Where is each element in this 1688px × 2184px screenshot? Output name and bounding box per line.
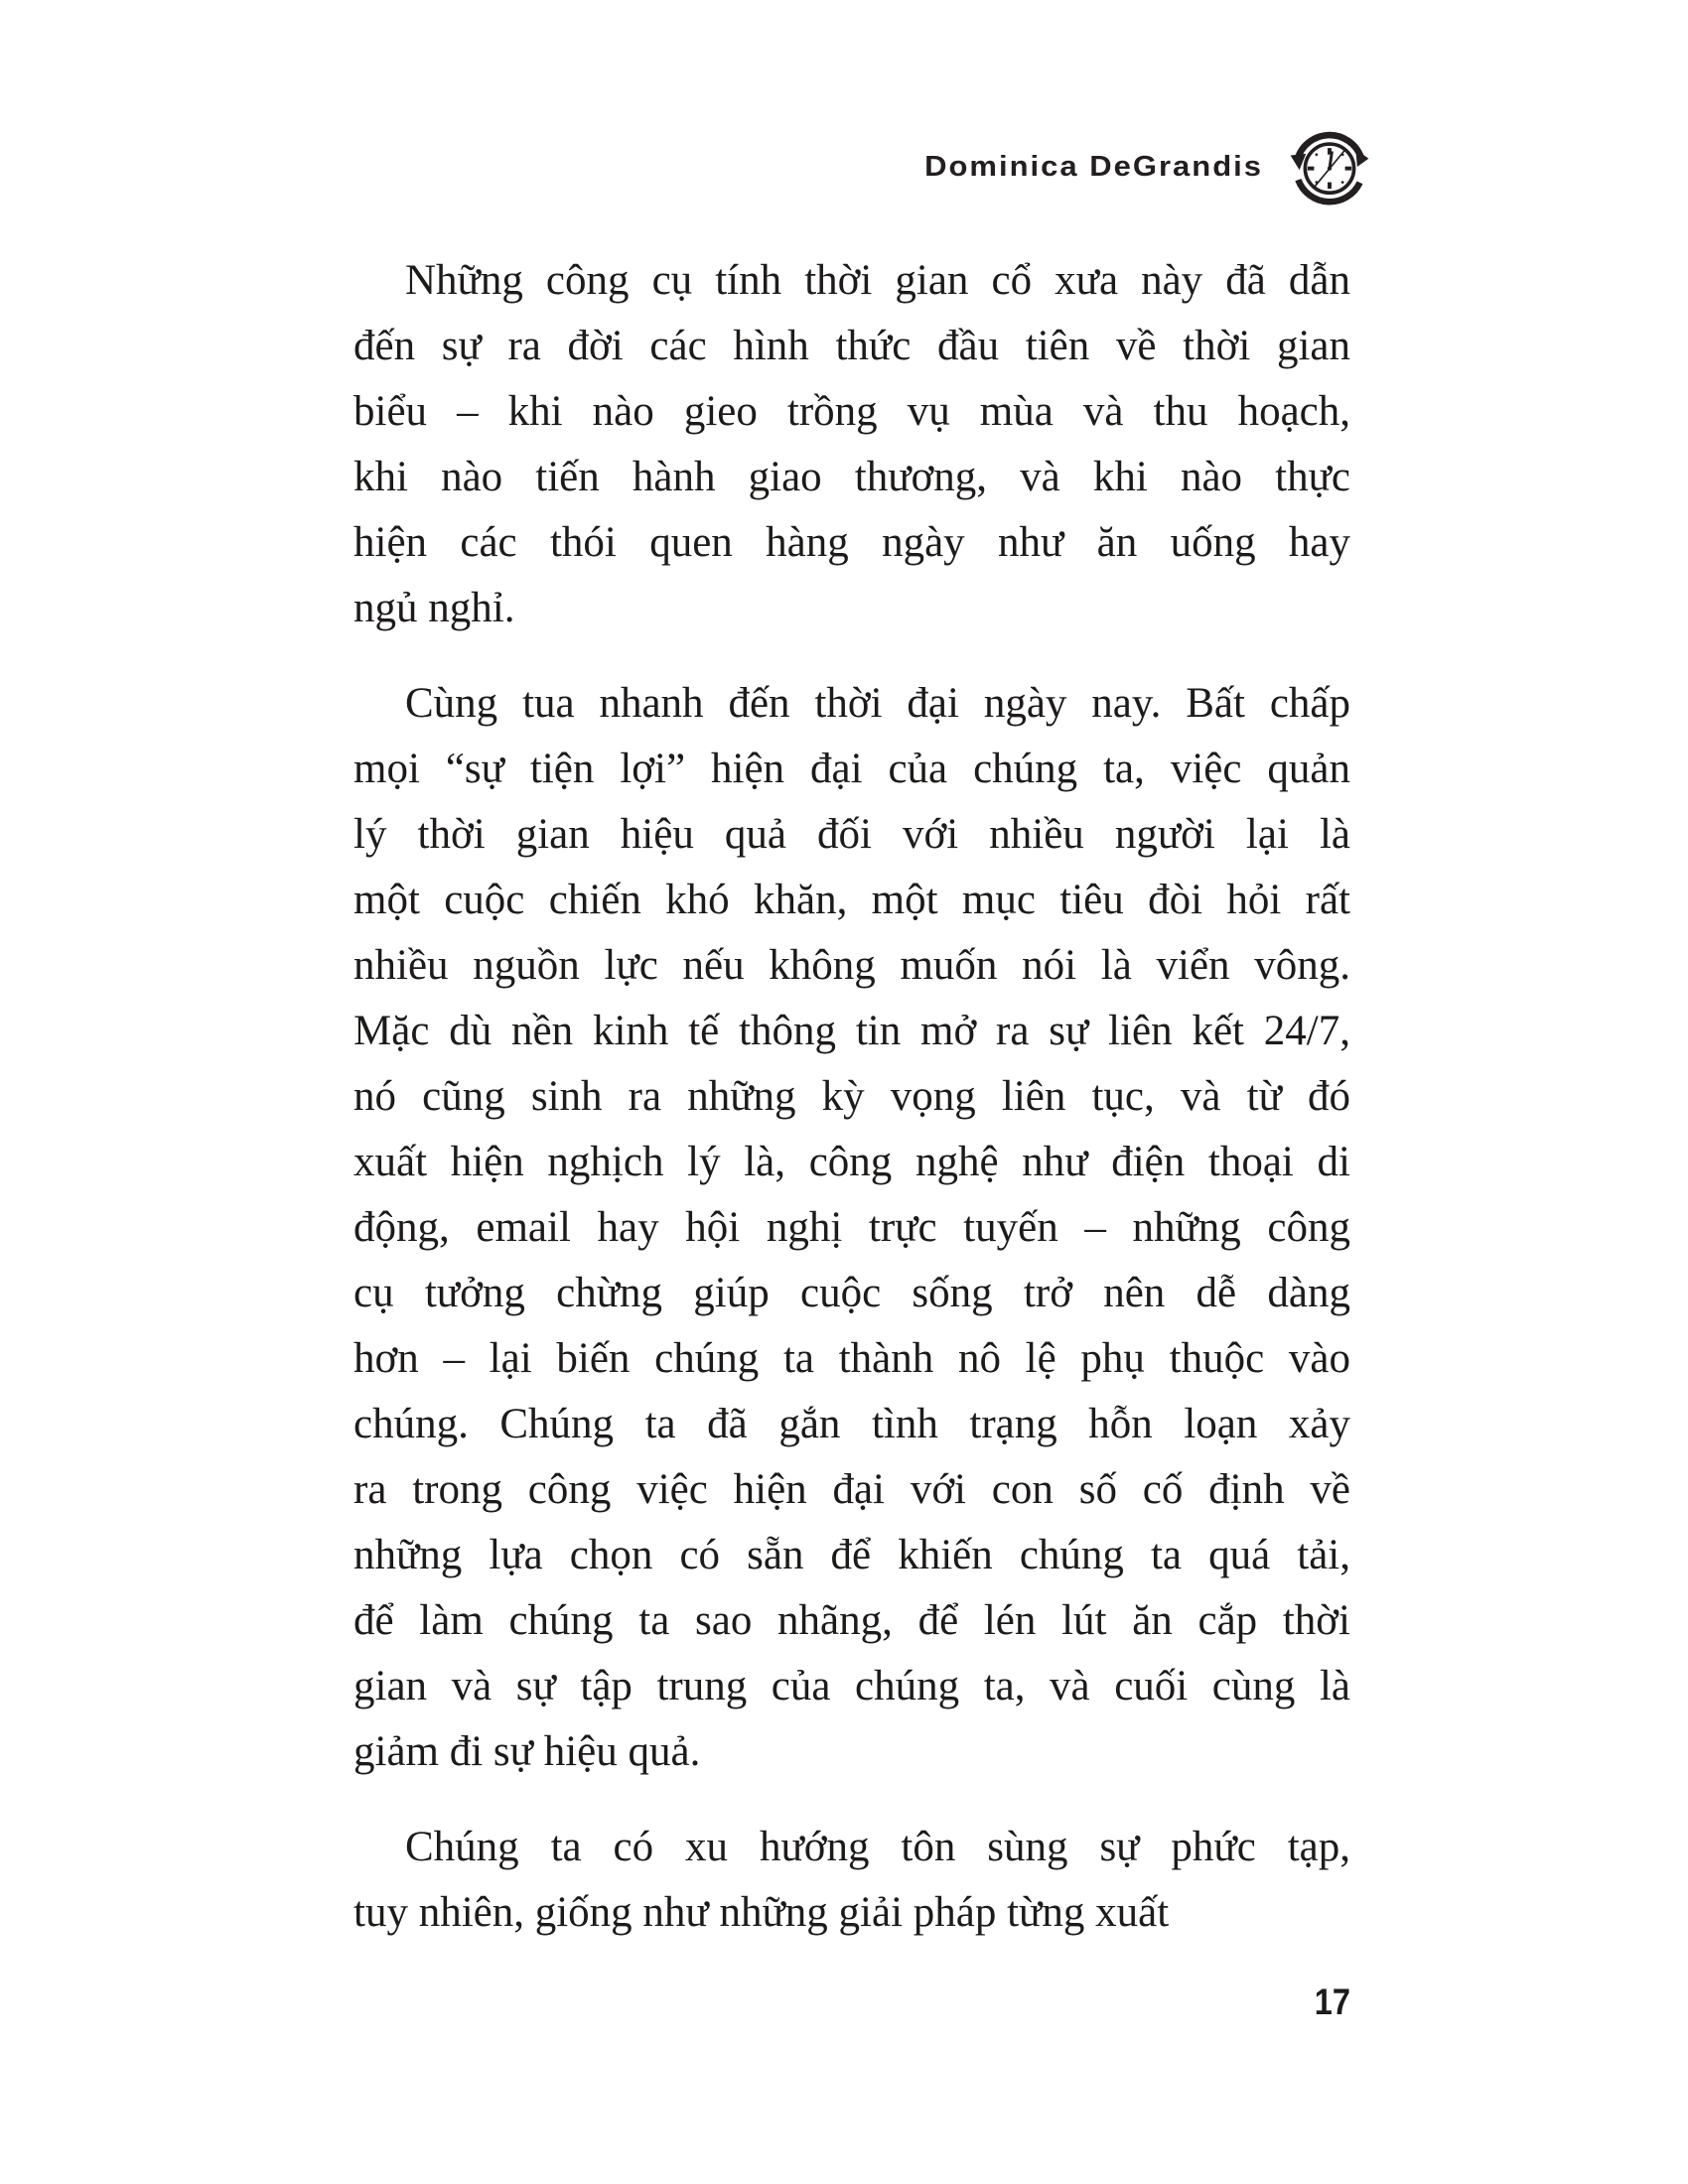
text-line: hơn – lại biến chúng ta thành nô lệ phụ thuộc vào bbox=[353, 1335, 1350, 1382]
text-line: cụ tưởng chừng giúp cuộc sống trở nên dễ dàng bbox=[353, 1270, 1350, 1316]
text-line: động, email hay hội nghị trực tuyến – những công bbox=[353, 1204, 1350, 1251]
author-name: Dominica DeGrandis bbox=[924, 150, 1263, 183]
text-line: nó cũng sinh ra những kỳ vọng liên tục, và từ đó bbox=[353, 1073, 1350, 1120]
text-line: mọi “sự tiện lợi” hiện đại của chúng ta, việc quản bbox=[353, 746, 1350, 792]
paragraph bbox=[353, 1815, 1350, 1946]
text-line: giảm đi sự hiệu quả. bbox=[353, 1728, 701, 1775]
text-line: hiện các thói quen hàng ngày như ăn uống hay bbox=[353, 519, 1350, 566]
rotating-clock-icon bbox=[1289, 126, 1370, 207]
page-number: 17 bbox=[1314, 1981, 1350, 2022]
text-line: Cùng tua nhanh đến thời đại ngày nay. Bất chấp bbox=[405, 680, 1350, 727]
text-line: ra trong công việc hiện đại với con số cố định về bbox=[353, 1466, 1350, 1513]
running-header bbox=[924, 125, 1370, 208]
text-line: những lựa chọn có sẵn để khiến chúng ta quá tải, bbox=[353, 1532, 1350, 1578]
text-line: Những công cụ tính thời gian cổ xưa này đã dẫn bbox=[405, 257, 1350, 304]
text-line: Chúng ta có xu hướng tôn sùng sự phức tạp, bbox=[405, 1824, 1350, 1870]
paragraph bbox=[353, 671, 1350, 1785]
text-line: tuy nhiên, giống như những giải pháp từng xuất bbox=[353, 1889, 1170, 1936]
text-line: đến sự ra đời các hình thức đầu tiên về thời gian bbox=[353, 323, 1350, 369]
paragraph bbox=[353, 248, 1350, 641]
text-line: xuất hiện nghịch lý là, công nghệ như điện thoại di bbox=[353, 1139, 1350, 1185]
text-line: Mặc dù nền kinh tế thông tin mở ra sự liên kết 24/7, bbox=[353, 1008, 1350, 1054]
text-line: lý thời gian hiệu quả đối với nhiều người lại là bbox=[353, 811, 1350, 858]
text-line: biểu – khi nào gieo trồng vụ mùa và thu hoạch, bbox=[353, 388, 1350, 435]
text-line: nhiều nguồn lực nếu không muốn nói là viển vông. bbox=[353, 942, 1350, 989]
text-line: khi nào tiến hành giao thương, và khi nào thực bbox=[353, 454, 1350, 500]
body-text bbox=[353, 248, 1350, 1946]
text-line: một cuộc chiến khó khăn, một mục tiêu đòi hỏi rất bbox=[353, 877, 1350, 923]
text-line: gian và sự tập trung của chúng ta, và cuối cùng là bbox=[353, 1663, 1350, 1709]
text-line: ngủ nghỉ. bbox=[353, 585, 515, 631]
text-line: để làm chúng ta sao nhãng, để lén lút ăn cắp thời bbox=[353, 1597, 1350, 1644]
text-line: chúng. Chúng ta đã gắn tình trạng hỗn loạn xảy bbox=[353, 1401, 1350, 1447]
